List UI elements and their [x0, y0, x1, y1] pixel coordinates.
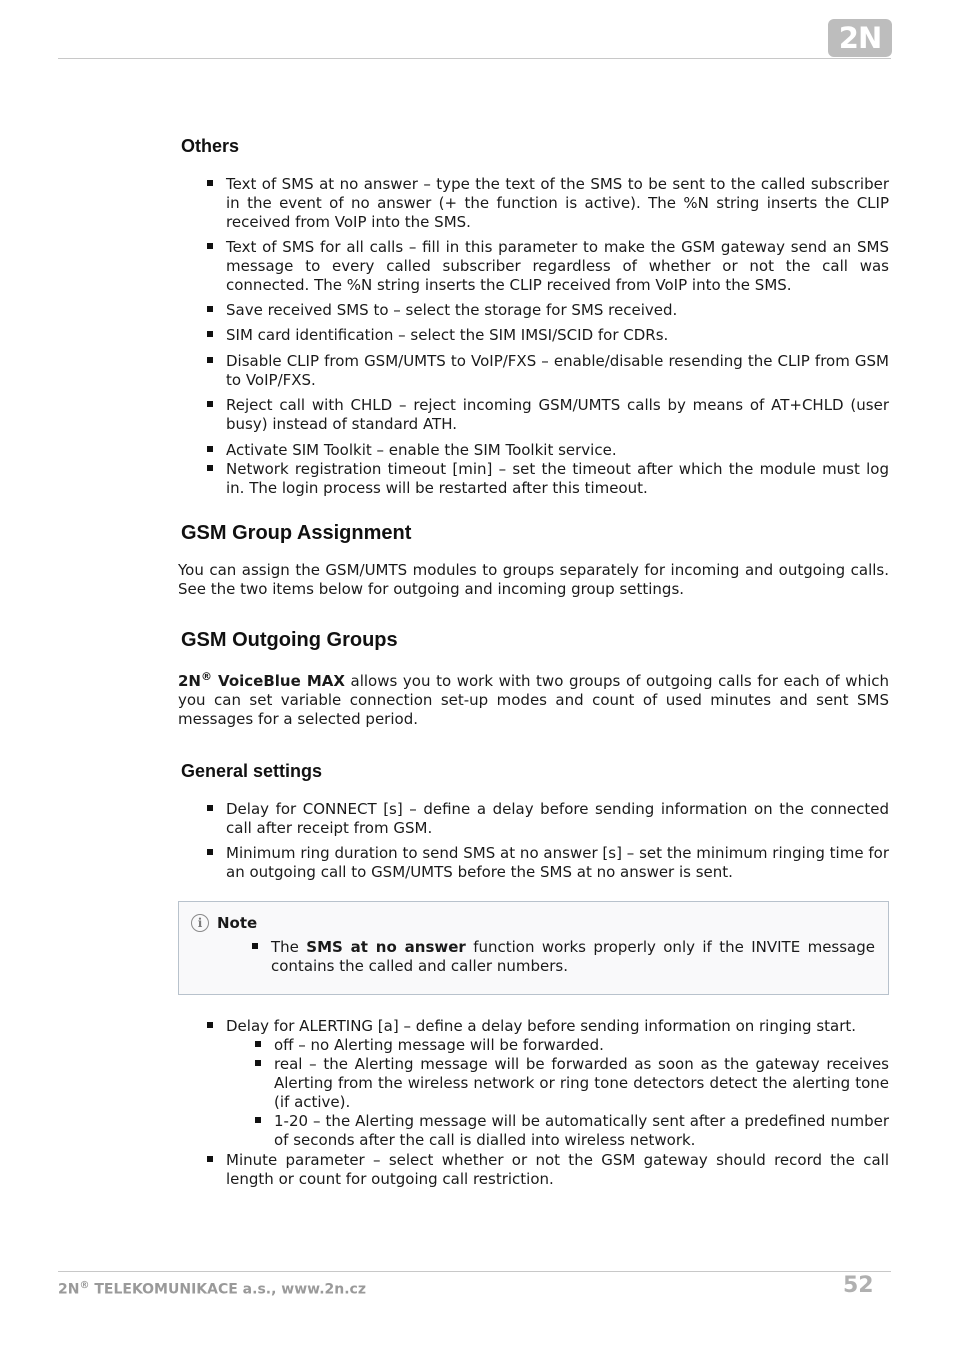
- note-list: [191, 938, 875, 976]
- footer-divider: [58, 1271, 891, 1272]
- info-icon: i: [191, 914, 209, 932]
- list-item: Disable CLIP from GSM/UMTS to VoIP/FXS – enable/disable resending the CLIP from GSM to VoIP/FXS.: [178, 352, 889, 390]
- alerting-list: [178, 1017, 889, 1036]
- section-heading-outgoing-groups: GSM Outgoing Groups: [181, 629, 398, 651]
- list-item: Minute parameter – select whether or not the GSM gateway should record the call length or count for outgoing call restriction.: [178, 1151, 889, 1189]
- list-item: SIM card identification – select the SIM IMSI/SCID for CDRs.: [178, 326, 889, 345]
- footer-registered-mark: ®: [79, 1280, 90, 1291]
- header-divider: [58, 58, 891, 59]
- alerting-sub-list: [178, 1036, 889, 1150]
- note-header: [191, 914, 875, 932]
- company-logo: 2N: [828, 19, 892, 57]
- section-heading-group-assignment: GSM Group Assignment: [181, 522, 412, 544]
- minute-list: [178, 1151, 889, 1189]
- group-assignment-text: You can assign the GSM/UMTS modules to groups separately for incoming and outgoing calls. See the two items below for outgoing and incoming group settings.: [178, 561, 889, 598]
- list-item: Activate SIM Toolkit – enable the SIM Toolkit service.: [178, 441, 889, 460]
- list-item: Minimum ring duration to send SMS at no answer [s] – set the minimum ringing time for an outgoing call to GSM/UMTS before the SMS at no answer is sent.: [178, 844, 889, 882]
- brand-name: 2N: [178, 672, 201, 690]
- section-heading-general-settings: General settings: [181, 761, 323, 781]
- page-number: 52: [843, 1273, 874, 1298]
- note-text-pre: The: [271, 938, 307, 956]
- note-text-bold: SMS at no answer: [306, 938, 466, 956]
- list-item: Delay for ALERTING [a] – define a delay before sending information on ringing start.: [178, 1017, 889, 1036]
- list-item: Network registration timeout [min] – set the timeout after which the module must log in. The login process will be restarted after this timeout.: [178, 460, 889, 498]
- note-label: Note: [217, 914, 258, 932]
- footer-company-rest: TELEKOMUNIKACE a.s., www.2n.cz: [89, 1281, 366, 1298]
- note-text-post: function works properly only if the INVITE message contains the called and caller numbers.: [271, 938, 875, 975]
- footer-company: [58, 1280, 366, 1298]
- outgoing-groups-description: allows you to work with two groups of outgoing calls for each of which you can set variable connection set-up modes and count of used minutes and sent SMS messages for a selected period.: [178, 672, 889, 728]
- others-list: [178, 175, 889, 498]
- registered-mark: ®: [201, 670, 212, 683]
- sub-list-item: real – the Alerting message will be forwarded as soon as the gateway receives Alerting from the wireless network or ring tone detectors detect the alerting tone (if active).: [178, 1055, 889, 1112]
- note-item: [191, 938, 875, 976]
- general-settings-list: [178, 800, 889, 882]
- note-box: [178, 901, 889, 995]
- list-item: Text of SMS for all calls – fill in this parameter to make the GSM gateway send an SMS message to every called subscriber regardless of whether or not the call was connected. The %N string inserts the CLIP received from VoIP into the SMS.: [178, 238, 889, 295]
- list-item: Delay for CONNECT [s] – define a delay before sending information on the connected call after receipt from GSM.: [178, 800, 889, 838]
- list-item: Text of SMS at no answer – type the text of the SMS to be sent to the called subscriber in the event of no answer (+ the function is active). The %N string inserts the CLIP received from VoIP into the SMS.: [178, 175, 889, 232]
- section-heading-others: Others: [181, 136, 240, 156]
- list-item: Reject call with CHLD – reject incoming GSM/UMTS calls by means of AT+CHLD (user busy) instead of standard ATH.: [178, 396, 889, 434]
- page-content: [178, 130, 889, 1189]
- outgoing-groups-text: [178, 667, 889, 729]
- product-name: VoiceBlue MAX: [212, 672, 345, 690]
- list-item: Save received SMS to – select the storage for SMS received.: [178, 301, 889, 320]
- sub-list-item: 1-20 – the Alerting message will be automatically sent after a predefined number of seconds after the call is dialled into wireless network.: [178, 1112, 889, 1150]
- sub-list-item: off – no Alerting message will be forwarded.: [178, 1036, 889, 1055]
- footer-brand: 2N: [58, 1281, 80, 1298]
